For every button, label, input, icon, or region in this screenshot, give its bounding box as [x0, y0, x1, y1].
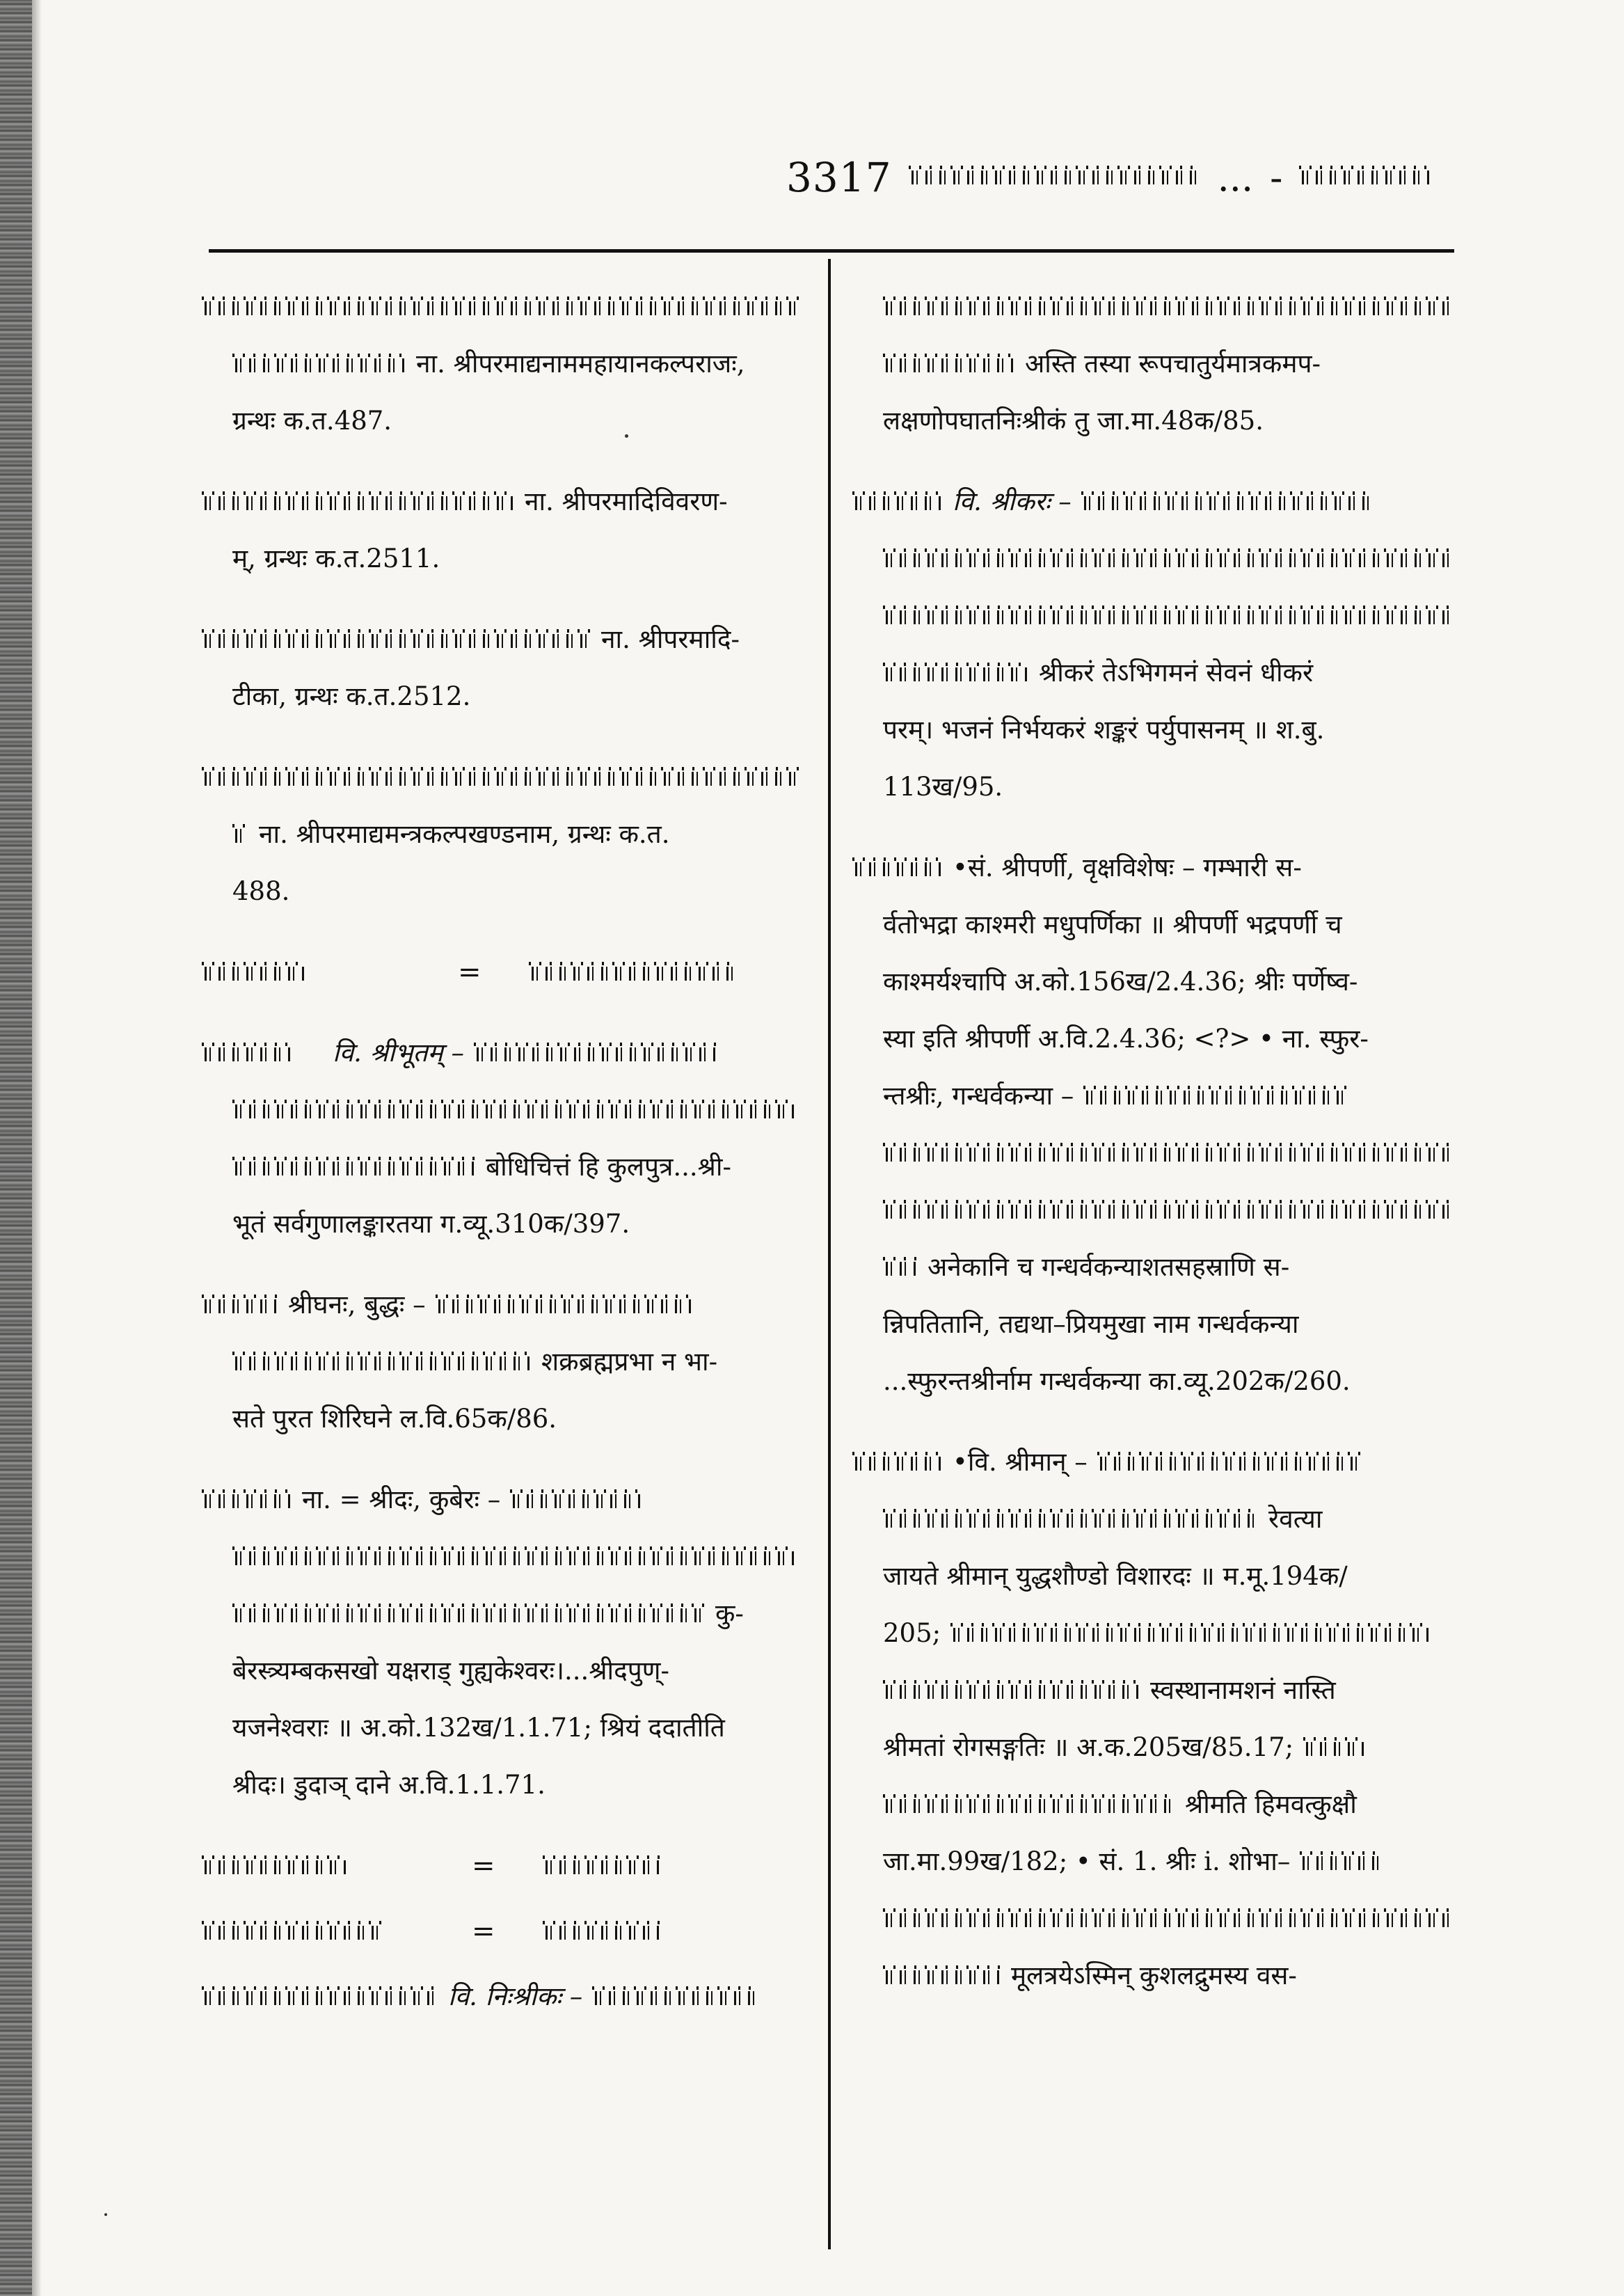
dictionary-entry — [202, 1276, 800, 1448]
left-column — [202, 278, 800, 2049]
tibetan-text — [883, 605, 1454, 626]
tibetan-crossref — [543, 1921, 661, 1942]
page-header — [786, 146, 1454, 209]
tibetan-text — [1300, 1851, 1383, 1872]
entry-text: रेवत्या — [1268, 1504, 1323, 1534]
right-column — [852, 278, 1458, 2028]
tibetan-headword — [852, 857, 943, 878]
tibetan-text — [950, 1623, 1431, 1644]
entry-text: न्निपतितानि, तद्यथा–प्रियमुखा नाम गन्धर्वकन्या — [883, 1309, 1299, 1339]
tibetan-text — [202, 296, 800, 317]
tibetan-text — [232, 1604, 706, 1624]
dictionary-entry — [202, 749, 800, 920]
tibetan-text — [883, 296, 1454, 317]
book-binding-edge — [0, 0, 32, 2296]
header-continuation: ... — [1217, 155, 1254, 200]
entry-text: जायते श्रीमान् युद्धशौण्डो विशारदः ॥ म.मू.194क/ — [883, 1561, 1348, 1591]
dictionary-entry — [202, 944, 800, 1001]
dictionary-entry — [852, 1434, 1458, 2004]
tibetan-text — [1097, 1452, 1362, 1473]
entry-text: परम्। भजनं निर्भयकरं शङ्करं पर्युपासनम् ॥ श.बु. — [883, 715, 1325, 745]
tibetan-text — [232, 1100, 796, 1121]
dictionary-entry — [202, 278, 800, 450]
entry-text: ...स्फुरन्तश्रीर्नाम गन्धर्वकन्या का.व्यू.202क/260. — [883, 1366, 1351, 1396]
tibetan-text — [232, 824, 249, 845]
scan-speck — [625, 434, 628, 438]
tibetan-text — [1303, 1737, 1366, 1758]
entry-text: ना. श्रीपरमाद्यनाममहायानकल्पराजः, — [416, 349, 745, 379]
tibetan-headword — [852, 1452, 943, 1473]
tibetan-text — [883, 1908, 1454, 1929]
entry-text: लक्षणोपघातनिःश्रीकं तु जा.मा.48क/85. — [883, 406, 1264, 436]
equals-sign: = — [472, 1850, 495, 1882]
tibetan-text — [883, 1200, 1454, 1221]
dictionary-entry — [202, 473, 800, 587]
tibetan-headword — [202, 767, 800, 788]
column-divider — [828, 259, 831, 2249]
entry-text: न्तश्रीः, गन्धर्वकन्या – — [883, 1081, 1074, 1111]
entry-text: र्वतोभद्रा काश्मरी मधुपर्णिका ॥ श्रीपर्णी भद्रपर्णी च — [883, 910, 1342, 940]
tibetan-headword — [202, 629, 591, 650]
tibetan-text — [883, 1509, 1259, 1530]
tibetan-headword — [202, 962, 306, 983]
tibetan-headword — [202, 1921, 383, 1942]
entry-text: ना. श्रीपरमादिविवरण- — [525, 486, 728, 516]
entry-text: श्रीकरं तेऽभिगमनं सेवनं धीकरं — [1039, 658, 1314, 688]
tibetan-headword — [202, 491, 515, 512]
tibetan-text — [232, 1546, 796, 1567]
scan-speck — [104, 2213, 107, 2216]
header-rule — [209, 249, 1454, 253]
entry-text: 205; — [883, 1618, 941, 1648]
entry-text: वि. श्रीकरः – — [953, 486, 1072, 516]
header-headword-end — [1299, 166, 1431, 189]
entry-text: कु- — [715, 1599, 744, 1629]
entry-text: शक्रब्रह्मप्रभा न भा- — [541, 1347, 718, 1377]
tibetan-text — [232, 354, 406, 374]
entry-text: श्रीमतां रोगसङ्गतिः ॥ अ.क.205ख/85.17; — [883, 1732, 1294, 1762]
tibetan-text — [474, 1043, 717, 1063]
tibetan-text — [1081, 491, 1374, 512]
tibetan-text — [592, 1986, 759, 2007]
entry-text: स्या इति श्रीपर्णी अ.वि.2.4.36; <?> • ना. स्फुर- — [883, 1024, 1369, 1054]
entry-text: मूलत्रयेऽस्मिन् कुशलद्रुमस्य वस- — [1011, 1961, 1297, 1990]
header-separator: - — [1270, 155, 1283, 200]
tibetan-text — [883, 1794, 1175, 1815]
entry-text: वि. निःश्रीकः – — [448, 1981, 583, 2011]
dictionary-entry — [852, 473, 1458, 816]
dictionary-entry — [202, 1903, 800, 1960]
entry-text: श्रीमति हिमवत्कुक्षौ — [1185, 1789, 1357, 1819]
entry-text: म्, ग्रन्थः क.त.2511. — [232, 544, 440, 573]
entry-text: भूतं सर्वगुणालङ्कारतया ग.व्यू.310क/397. — [232, 1209, 630, 1239]
entry-text: ना. = श्रीदः, कुबेरः – — [302, 1485, 501, 1514]
tibetan-headword — [202, 1043, 292, 1063]
entry-text: 113ख/95. — [883, 772, 1003, 802]
entry-text: ना. श्रीपरमाद्यमन्त्रकल्पखण्डनाम, ग्रन्थः क.त. — [259, 819, 670, 849]
tibetan-text — [883, 548, 1454, 569]
tibetan-text — [436, 1295, 693, 1315]
entry-text: श्रीघनः, बुद्धः – — [288, 1290, 426, 1320]
entry-text: अनेकानि च गन्धर्वकन्याशतसहस्राणि स- — [928, 1252, 1290, 1282]
tibetan-headword — [202, 1855, 348, 1876]
dictionary-entry — [202, 1837, 800, 1894]
dictionary-entry — [202, 1968, 800, 2025]
entry-text: काश्मर्यश्चापि अ.को.156ख/2.4.36; श्रीः पर्णेष्व- — [883, 967, 1358, 997]
tibetan-text — [232, 1352, 532, 1372]
entry-text: ना. श्रीपरमादि- — [601, 624, 740, 654]
tibetan-text — [510, 1489, 642, 1510]
tibetan-crossref — [543, 1855, 661, 1876]
equals-sign: = — [458, 956, 481, 988]
tibetan-headword — [202, 1489, 292, 1510]
entry-text: जा.मा.99ख/182; • सं. 1. श्रीः i. शोभा– — [883, 1846, 1291, 1876]
entry-text: •सं. श्रीपर्णी, वृक्षविशेषः – गम्भारी स- — [953, 853, 1302, 882]
tibetan-text — [883, 1680, 1140, 1701]
tibetan-text — [883, 663, 1029, 683]
entry-text: सते पुरत शिरिघने ल.वि.65क/86. — [232, 1404, 557, 1434]
entry-text: अस्ति तस्या रूपचातुर्यमात्रकमप- — [1025, 349, 1321, 379]
entry-text: यजनेश्वराः ॥ अ.को.132ख/1.1.71; श्रियं ददातीति — [232, 1713, 725, 1743]
entry-text: श्रीदः। डुदाञ् दाने अ.वि.1.1.71. — [232, 1770, 546, 1800]
equals-sign: = — [472, 1915, 495, 1947]
tibetan-text — [883, 1257, 918, 1278]
dictionary-entry — [202, 1471, 800, 1814]
entry-text: बोधिचित्तं हि कुलपुत्र...श्री- — [486, 1152, 731, 1182]
tibetan-text — [1083, 1086, 1348, 1107]
tibetan-crossref — [529, 962, 738, 983]
entry-text: वि. श्रीभूतम् – — [333, 1038, 464, 1068]
dictionary-entry — [202, 611, 800, 725]
tibetan-text — [883, 1965, 1001, 1986]
tibetan-headword — [202, 1295, 278, 1315]
tibetan-text — [883, 354, 1015, 374]
tibetan-text — [883, 1143, 1454, 1164]
entry-text: स्वस्थानामशनं नास्ति — [1150, 1675, 1336, 1705]
page-number: 3317 — [786, 154, 892, 201]
dictionary-entry — [202, 1024, 800, 1253]
tibetan-headword — [852, 491, 943, 512]
tibetan-headword — [202, 1986, 438, 2007]
entry-text: टीका, ग्रन्थः क.त.2512. — [232, 681, 471, 711]
tibetan-text — [232, 1157, 476, 1178]
entry-text: ग्रन्थः क.त.487. — [232, 406, 392, 436]
entry-text: •वि. श्रीमान् – — [953, 1447, 1088, 1477]
header-headword-start — [909, 166, 1201, 189]
dictionary-entry — [852, 278, 1458, 450]
dictionary-entry — [852, 839, 1458, 1410]
entry-text: 488. — [232, 876, 290, 906]
entry-text: बेरस्त्र्यम्बकसखो यक्षराड् गुह्यकेश्वरः।...श्रीदपुण्- — [232, 1656, 670, 1686]
